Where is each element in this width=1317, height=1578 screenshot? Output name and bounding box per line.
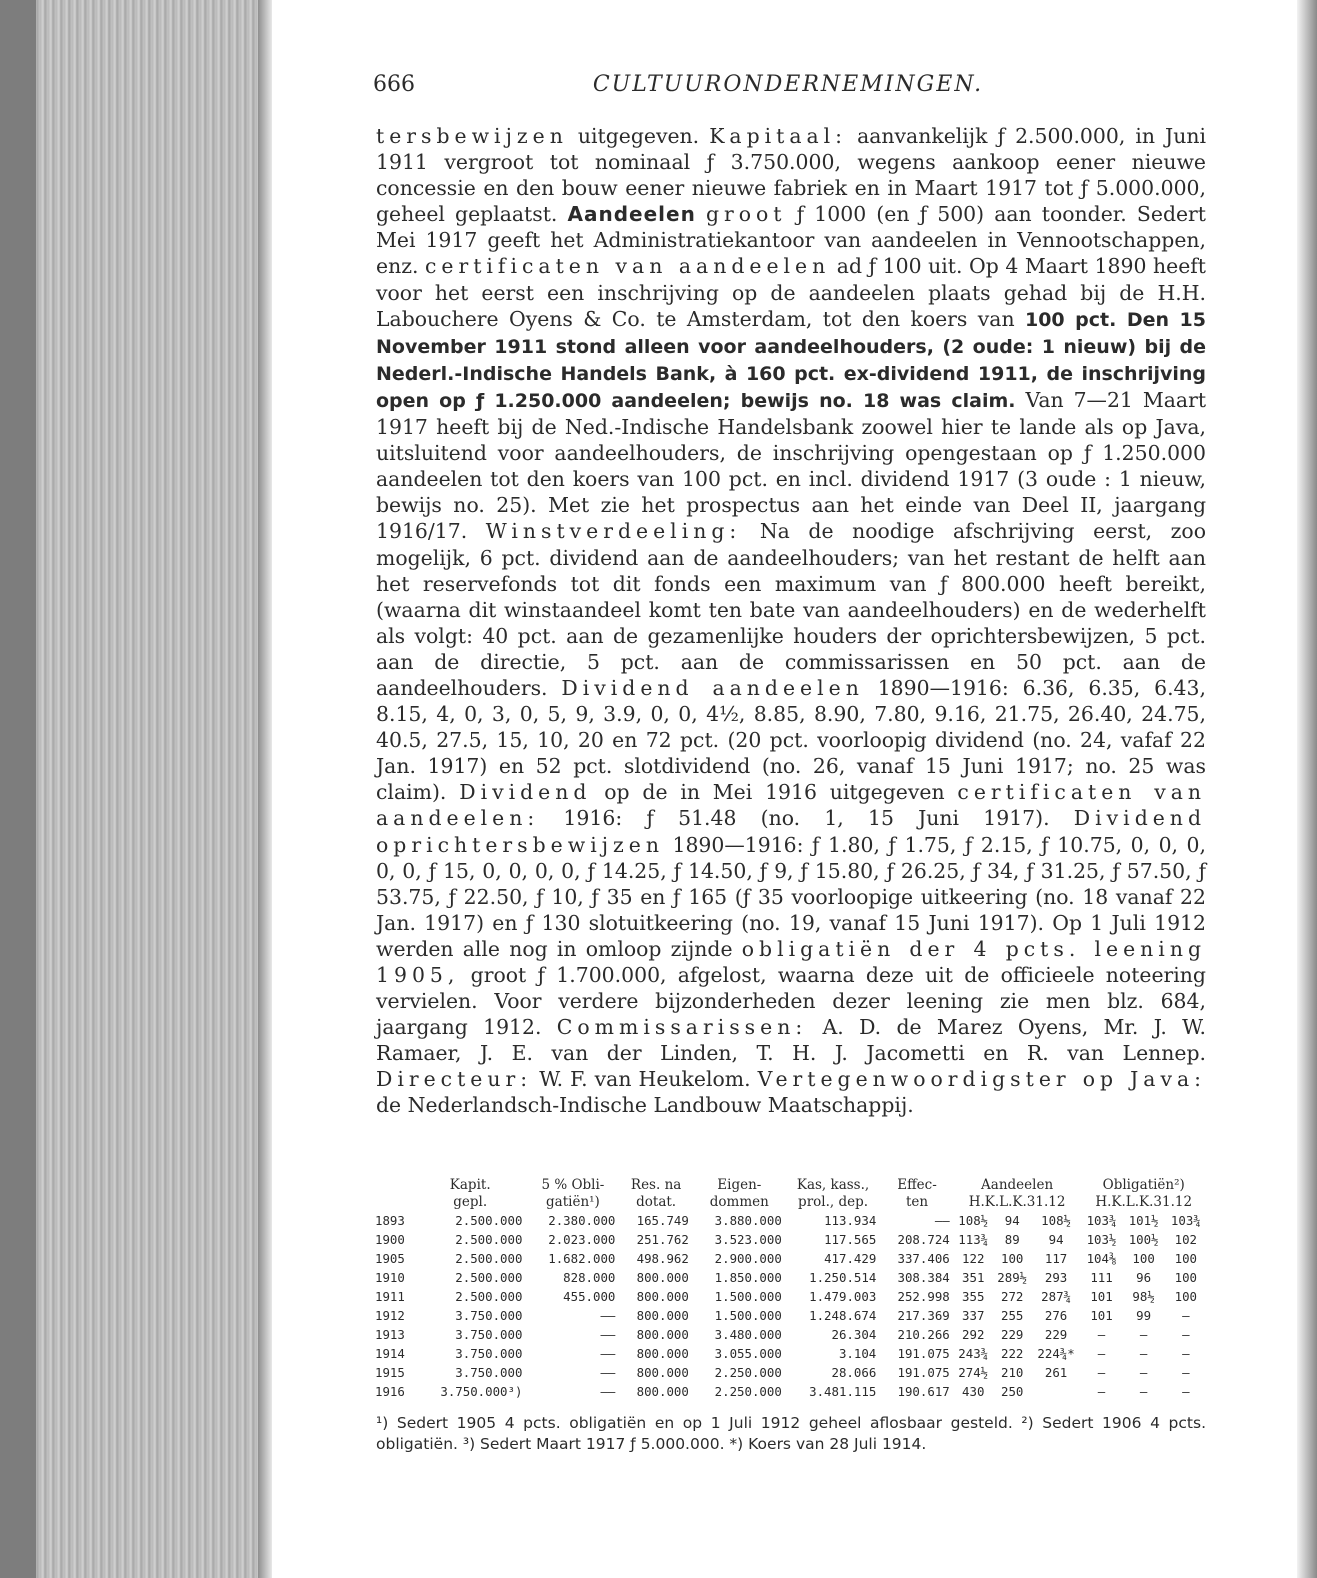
text-run: ƒ 1000 (en ƒ 500) aan toonder. Sedert Mei 1917 geeft het Administratiekantoor van aandeelen in Vennootschappen, enz.	[376, 202, 1207, 279]
table-cell: 100	[1174, 1270, 1198, 1285]
column-header: Aandeelen	[981, 1177, 1054, 1193]
table-cell: 417.429	[824, 1251, 877, 1266]
spaced-heading-run: Dividend aandeelen	[561, 675, 864, 700]
table-cell: 191.075	[897, 1365, 950, 1380]
table-row	[375, 1325, 1207, 1344]
table-cell: 337.406	[897, 1251, 950, 1266]
table-cell: 430	[962, 1384, 985, 1399]
table-cell: 229	[1044, 1327, 1068, 1342]
column-header: ten	[905, 1194, 929, 1210]
text-run: W. F. van Heukelom.	[532, 1067, 758, 1092]
table-cell: 1916	[375, 1384, 405, 1399]
book-page-edges	[0, 0, 272, 1578]
table-cell: 26.304	[831, 1327, 877, 1342]
table-cell: —	[1182, 1327, 1190, 1342]
table-row	[375, 1306, 1207, 1325]
table-cell: 287¾	[1041, 1289, 1071, 1304]
financial-table	[375, 1177, 1207, 1401]
table-cell: 89	[1004, 1232, 1020, 1247]
column-header: H.K.L.K.31.12	[1095, 1194, 1193, 1210]
table-cell: 103¾	[1086, 1213, 1117, 1228]
table-cell: 1911	[375, 1289, 405, 1304]
body-text	[376, 123, 1206, 1119]
table-cell: 2.500.000	[455, 1232, 523, 1247]
table-cell: 1913	[375, 1327, 405, 1342]
table-cell: 165.749	[636, 1213, 689, 1228]
table-cell: 96	[1136, 1270, 1152, 1285]
table-cell: 250	[1001, 1384, 1024, 1399]
table-cell: 190.617	[897, 1384, 950, 1399]
table-row	[375, 1230, 1207, 1249]
table-cell: 272	[1001, 1289, 1024, 1304]
table-row	[375, 1268, 1207, 1287]
column-header: Kapit.	[449, 1177, 491, 1193]
text-run	[696, 202, 706, 226]
table-cell: 103½	[1086, 1232, 1117, 1247]
table-cell: 292	[962, 1327, 985, 1342]
table-cell: 498.962	[636, 1251, 689, 1266]
text-run: 1890—1916: ƒ 1.80, ƒ 1.75, ƒ 2.15, ƒ 10.75, 0, 0, 0, 0, 0, ƒ 15, 0, 0, 0, 0, ƒ 14.25, ƒ 14.50, ƒ 9, ƒ 15.80, ƒ 26.25, ƒ 34, ƒ 31.25, ƒ 57.50, ƒ 53.75, ƒ 22.50, ƒ 10, ƒ 35 en ƒ 165 (ƒ 35 voorloopige uitkeering (no. 18 vanaf 22 Jan. 1917) en ƒ 130 slotuitkeering (no. 19, vanaf 15 Juni 1917). Op 1 Juli 1912 werden alle nog in omloop zijnde	[376, 832, 1206, 961]
table-cell: 2.900.000	[714, 1251, 782, 1266]
table-cell: 113¾	[958, 1232, 989, 1247]
table-cell: 1900	[375, 1232, 405, 1247]
table-cell: 224¾*	[1037, 1346, 1075, 1361]
table-cell: 800.000	[636, 1289, 689, 1304]
table-row	[375, 1211, 1207, 1230]
table-cell: 276	[1044, 1308, 1068, 1323]
spaced-heading-run: Vertegenwoordigster op Java:	[757, 1067, 1207, 1092]
spaced-heading-run: certificaten van aandeelen:	[376, 780, 1207, 831]
table-cell: 2.380.000	[548, 1213, 616, 1228]
text-run: groot ƒ 1.700.000, afgelost, waarna deze uit de officieele noteering vervielen. Voor verdere bijzonderheden dezer leening zie men blz. 684, jaargang 1912.	[376, 963, 1206, 1040]
text-run: uitgegeven.	[567, 124, 710, 148]
table-cell: 1.250.514	[809, 1270, 877, 1285]
table-cell: 3.880.000	[714, 1213, 782, 1228]
table-cell: ——	[600, 1308, 616, 1323]
table-cell: 1914	[375, 1346, 405, 1361]
table-cell: 28.066	[831, 1365, 877, 1380]
table-cell: 800.000	[636, 1308, 689, 1323]
table-cell: 337	[962, 1308, 985, 1323]
column-header: Effec-	[897, 1177, 937, 1193]
table-cell: 122	[962, 1251, 985, 1266]
table-cell: 261	[1044, 1365, 1068, 1380]
column-header: gatiën¹)	[546, 1194, 600, 1210]
table-cell: 828.000	[563, 1270, 616, 1285]
table-cell: —	[1139, 1327, 1148, 1342]
text-run: 1890—1916: 6.36, 6.35, 6.43, 8.15, 4, 0, 3, 0, 5, 9, 3.9, 0, 0, 4½, 8.85, 8.90, 7.80, 9.16, 21.75, 26.40, 24.75, 40.5, 27.5, 15, 10, 20 en 72 pct. (20 pct. voorloopig dividend (no. 24, vafaf 22 Jan. 1917) en 52 pct. slotdividend (no. 26, vanaf 15 Juni 1917; no. 25 was claim).	[376, 675, 1206, 805]
table-cell: 2.500.000	[455, 1213, 523, 1228]
table-cell: 111	[1090, 1270, 1113, 1285]
table-cell: 101	[1090, 1289, 1113, 1304]
column-header: prol., dep.	[798, 1194, 869, 1210]
table-cell: 2.500.000	[455, 1251, 523, 1266]
table-cell: 255	[1001, 1308, 1024, 1323]
spaced-heading-run: Commissarissen:	[556, 1015, 808, 1040]
table-cell: 229	[1001, 1327, 1024, 1342]
table-cell: 800.000	[636, 1384, 689, 1399]
table-cell: 217.369	[897, 1308, 950, 1323]
table-cell: —	[1139, 1365, 1148, 1380]
table-cell: 98½	[1132, 1289, 1155, 1304]
spaced-heading-run: Dividend oprichtersbewijzen	[376, 806, 1206, 857]
table-cell: 100	[1174, 1251, 1198, 1266]
text-run: aanvankelijk ƒ 2.500.000, in Juni 1911 vergroot tot nominaal ƒ 3.750.000, wegens aankoop eener nieuwe concessie en den bouw eener nieuwe fabriek en in Maart 1917 tot ƒ 5.000.000, geheel geplaatst.	[376, 124, 1206, 227]
table-header-row	[375, 1177, 1207, 1194]
table-cell: ——	[934, 1213, 950, 1228]
table-cell: 3.750.000³)	[440, 1384, 523, 1399]
spaced-heading-run: Winstverdeeling:	[485, 519, 742, 544]
bold-run: Aandeelen	[567, 202, 696, 227]
running-title: CULTUURONDERNEMINGEN.	[592, 72, 984, 97]
spaced-heading-run: Dividend	[459, 780, 592, 805]
table-header-row	[375, 1194, 1207, 1211]
table-cell: 94	[1048, 1232, 1064, 1247]
table-cell: 3.523.000	[714, 1232, 782, 1247]
table-cell: —	[1182, 1384, 1190, 1399]
table-cell: 251.762	[636, 1232, 689, 1247]
table-body	[375, 1211, 1207, 1401]
right-page-edge	[1297, 0, 1317, 1578]
table-header	[375, 1177, 1207, 1211]
table-cell: 99	[1136, 1308, 1152, 1323]
text-run: A. D. de Marez Oyens, Mr. J. W. Ramaer, J. E. van der Linden, T. H. J. Jacometti en R. van Lennep.	[376, 1015, 1206, 1066]
text-run: Van 7—21 Maart 1917 heeft bij de Ned.-Indische Handelsbank zoowel hier te lande als op Java, uitsluitend voor aandeelhouders, de inschrijving opengestaan op ƒ 1.250.000 aandeelen tot den koers van 100 pct. en incl. dividend 1917 (3 oude : 1 nieuw, bewijs no. 25). Met zie het prospectus aan het einde van Deel II, jaargang 1916/17.	[376, 387, 1207, 544]
spaced-heading-run: Kapitaal:	[709, 124, 848, 148]
table-cell: 100½	[1128, 1232, 1159, 1247]
table-cell: —	[1182, 1308, 1190, 1323]
spaced-heading-run: Directeur:	[376, 1067, 533, 1092]
table-cell: 2.500.000	[455, 1289, 523, 1304]
table-cell: 191.075	[897, 1346, 950, 1361]
table-cell: —	[1097, 1365, 1106, 1380]
spaced-heading-run: obligatiën der 4 pcts. leening 1905,	[376, 936, 1207, 987]
table-row	[375, 1382, 1207, 1401]
table-cell: 1893	[375, 1213, 405, 1228]
table-cell: 243¾	[958, 1346, 989, 1361]
table-cell: 1.500.000	[714, 1289, 782, 1304]
table-cell: —	[1139, 1384, 1148, 1399]
table-cell: 101½	[1128, 1213, 1159, 1228]
column-header: dotat.	[636, 1194, 677, 1210]
spaced-heading-run: groot	[705, 202, 787, 227]
table-cell: 1.682.000	[548, 1251, 616, 1266]
column-header	[375, 1177, 414, 1194]
table-cell: 2.023.000	[548, 1232, 616, 1247]
table-cell: 252.998	[897, 1289, 950, 1304]
table-cell: 3.104	[838, 1346, 877, 1361]
table-cell: 1.248.674	[809, 1308, 877, 1323]
table-cell: 274½	[958, 1365, 989, 1380]
table-cell: 108½	[958, 1213, 989, 1228]
spaced-heading-run: certificaten van aandeelen	[424, 254, 831, 279]
column-header: 5 % Obli-	[541, 1177, 605, 1193]
table-cell: 102	[1174, 1232, 1198, 1247]
table-row	[375, 1344, 1207, 1363]
table-cell: 800.000	[636, 1270, 689, 1285]
table-cell: 1915	[375, 1365, 405, 1380]
table-row	[375, 1363, 1207, 1382]
table-cell: 103¾	[1170, 1213, 1201, 1228]
table-cell: 104⅜	[1086, 1251, 1117, 1266]
table-cell: 208.724	[897, 1232, 950, 1247]
table-cell: ——	[600, 1327, 616, 1342]
table-cell: 100	[1001, 1251, 1024, 1266]
table-cell: 101	[1090, 1308, 1113, 1323]
table-cell: 210.266	[897, 1327, 950, 1342]
table-cell: 3.055.000	[714, 1346, 782, 1361]
table-cell: 222	[1001, 1346, 1024, 1361]
table-cell: 117	[1044, 1251, 1068, 1266]
column-header: gepl.	[453, 1194, 488, 1210]
text-run: Na de noodige afschrijving eerst, zoo mogelijk, 6 pct. dividend aan de aandeelhouders; van het restant de helft aan het reservefonds tot dit fonds een maximum van ƒ 800.000 heeft bereikt, (waarna dit winstaandeel komt ten bate van aandeelhouders) en de wederhelft als volgt: 40 pct. aan de gezamenlijke houders der oprichtersbewijzen, 5 pct. aan de directie, 5 pct. aan de commissarissen en 50 pct. aan de aandeelhouders.	[376, 519, 1206, 700]
table-cell: —	[1097, 1327, 1106, 1342]
table-cell: 3.480.000	[714, 1327, 782, 1342]
table-cell: 2.250.000	[714, 1384, 782, 1399]
book-edge-shadow	[0, 0, 36, 1578]
footnotes: ¹) Sedert 1905 4 pcts. obligatiën en op 1 Juli 1912 geheel aflosbaar gesteld. ²) Sedert 1906 4 pcts. obligatiën. ³) Sedert Maart 1917 ƒ 5.000.000. *) Koers van 28 Juli 1914.	[376, 1414, 1206, 1453]
table-cell: 210	[1001, 1365, 1024, 1380]
table-cell: —	[1139, 1346, 1148, 1361]
table-cell: 1910	[375, 1270, 405, 1285]
table-cell: 3.481.115	[809, 1384, 877, 1399]
table-cell: —	[1097, 1346, 1106, 1361]
column-header: Eigen-	[717, 1177, 762, 1193]
text-run: 1916: ƒ 51.48 (no. 1, 15 Juni 1917).	[539, 806, 1074, 831]
bold-run: 100 pct. Den 15 November 1911 stond alleen voor aandeelhouders, (2 oude: 1 nieuw) bij de Nederl.-Indische Handels Bank, à 160 pct. ex-dividend 1911, de inschrijving open op ƒ 1.250.000 aandeelen; bewijs no. 18 was claim.	[376, 308, 1206, 412]
table-cell: —	[1182, 1365, 1190, 1380]
table-cell: 308.384	[897, 1270, 950, 1285]
table-cell: 113.934	[824, 1213, 877, 1228]
table-row	[375, 1287, 1207, 1306]
table-cell: 1905	[375, 1251, 405, 1266]
table-cell: 800.000	[636, 1346, 689, 1361]
spaced-heading-run: tersbewijzen	[376, 124, 568, 148]
table-cell: ——	[600, 1365, 616, 1380]
table-cell: 800.000	[636, 1327, 689, 1342]
column-header: dommen	[709, 1194, 769, 1210]
table-cell: 1912	[375, 1308, 405, 1323]
table-cell: 355	[962, 1289, 985, 1304]
table-cell: 3.750.000	[455, 1308, 523, 1323]
table-cell: 293	[1044, 1270, 1068, 1285]
table-cell: —	[1097, 1384, 1106, 1399]
table-cell: 289½	[997, 1270, 1028, 1285]
table-cell: 1.850.000	[714, 1270, 782, 1285]
table-cell: 100	[1132, 1251, 1155, 1266]
page-number: 666	[373, 72, 415, 97]
table-cell: 3.750.000	[455, 1327, 523, 1342]
table-cell: 2.500.000	[455, 1270, 523, 1285]
page-header	[373, 72, 1203, 106]
table-cell: 100	[1174, 1289, 1198, 1304]
table-cell: 108½	[1041, 1213, 1071, 1228]
table-cell: 2.250.000	[714, 1365, 782, 1380]
table-cell: 1.479.003	[809, 1289, 877, 1304]
table-cell: ——	[600, 1346, 616, 1361]
book-gutter	[258, 0, 272, 1578]
column-header: Kas, kass.,	[796, 1177, 870, 1193]
table-cell: 1.500.000	[714, 1308, 782, 1323]
table-cell	[1032, 1382, 1081, 1401]
text-run: ad ƒ 100 uit. Op 4 Maart 1890 heeft voor het eerst een inschrijving op de aandeelen plaats gehad bij de H.H. Labouchere Oyens & Co. te Amsterdam, tot den koers van	[376, 254, 1206, 331]
table-cell: 455.000	[563, 1289, 616, 1304]
table-cell: 3.750.000	[455, 1346, 523, 1361]
table-cell: ——	[600, 1384, 616, 1399]
table-row	[375, 1249, 1207, 1268]
table-cell: 117.565	[824, 1232, 877, 1247]
table-cell: 94	[1004, 1213, 1020, 1228]
table-cell: —	[1182, 1346, 1190, 1361]
column-header	[375, 1194, 414, 1211]
table-cell: 351	[962, 1270, 985, 1285]
column-header: H.K.L.K.31.12	[968, 1194, 1066, 1210]
text-run: de Nederlandsch-Indische Landbouw Maatschappij.	[376, 1093, 914, 1118]
column-header: Res. na	[630, 1177, 682, 1193]
table-cell: 3.750.000	[455, 1365, 523, 1380]
text-run: op de in Mei 1916 uitgegeven	[591, 780, 958, 805]
column-header: Obligatiën²)	[1102, 1177, 1185, 1193]
table-cell: 800.000	[636, 1365, 689, 1380]
